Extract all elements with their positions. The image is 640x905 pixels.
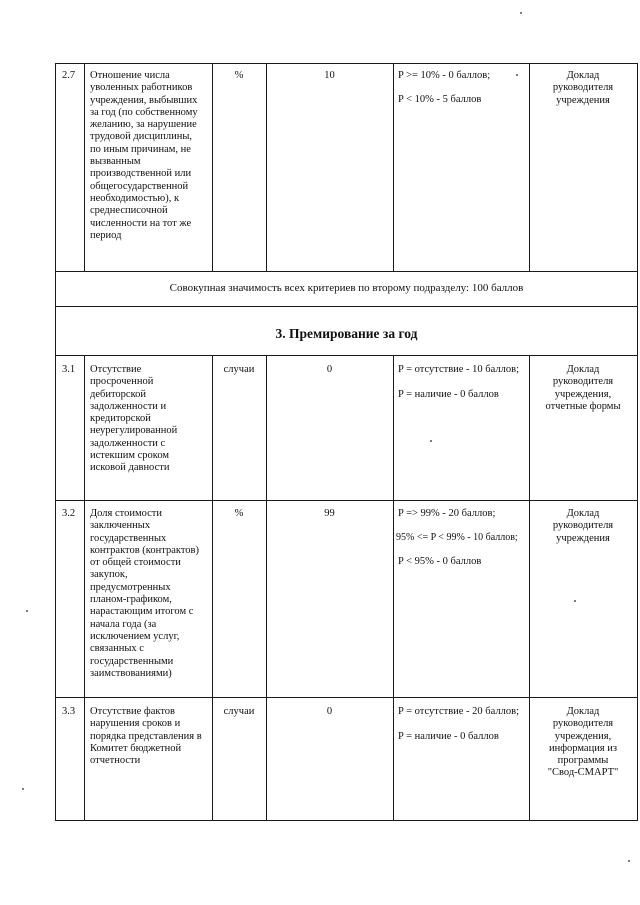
column-divider <box>84 355 85 820</box>
column-divider <box>212 63 213 271</box>
column-divider <box>266 63 267 271</box>
value-cell: 0 <box>326 364 333 375</box>
row-divider <box>55 355 638 356</box>
row-number: 3.3 <box>62 706 76 717</box>
column-divider <box>393 355 394 820</box>
source-cell: Доклад руководителя учреждения <box>552 70 614 106</box>
row-number: 3.2 <box>62 508 76 519</box>
scan-speck <box>430 440 432 442</box>
scoring-line: 95% <= P < 99% - 10 баллов; <box>396 532 518 543</box>
scoring-line: P = наличие - 0 баллов <box>398 389 499 400</box>
scoring-line: P = отсутствие - 20 баллов; <box>398 706 519 717</box>
column-divider <box>212 355 213 820</box>
row-divider <box>55 697 638 698</box>
column-divider <box>84 63 85 271</box>
unit-cell: случаи <box>223 364 255 375</box>
value-cell: 10 <box>324 70 335 81</box>
scoring-line: P >= 10% - 0 баллов; <box>398 70 491 81</box>
unit-cell: % <box>234 508 244 519</box>
criterion-text: Доля стоимости заключенных государственных контрактов (контрактов) от общей стоимости закупок, предусмотренных планом-графиком, нарастающим итогом с начала года (за исключением услуг, связанных с государственными заимствованиями) <box>90 508 199 679</box>
row-number: 2.7 <box>62 70 76 81</box>
source-cell: Доклад руководителя учреждения, отчетные формы <box>545 364 621 412</box>
scan-speck <box>574 600 576 602</box>
subsection-total: Совокупная значимость всех критериев по второму подразделу: 100 баллов <box>169 282 524 294</box>
value-cell: 99 <box>324 508 335 519</box>
scan-speck <box>516 74 518 76</box>
section-heading: 3. Премирование за год <box>275 326 418 341</box>
criterion-text: Отсутствие фактов нарушения сроков и порядка представления в Комитет бюджетной отчетности <box>90 706 202 767</box>
table-top-border <box>55 63 638 64</box>
row-divider <box>55 306 638 307</box>
row-number: 3.1 <box>62 364 76 375</box>
scoring-line: P < 10% - 5 баллов <box>398 94 482 105</box>
column-divider <box>393 63 394 271</box>
scan-speck <box>22 788 24 790</box>
unit-cell: % <box>234 70 244 81</box>
table-bottom-border <box>55 820 638 821</box>
unit-cell: случаи <box>223 706 255 717</box>
scan-speck <box>520 12 522 14</box>
column-divider <box>266 355 267 820</box>
table-right-border <box>637 63 638 820</box>
scoring-line: P < 95% - 0 баллов <box>398 556 482 567</box>
scan-speck <box>26 610 28 612</box>
scoring-line: P = отсутствие - 10 баллов; <box>398 364 519 375</box>
row-divider <box>55 500 638 501</box>
scan-speck <box>628 860 630 862</box>
value-cell: 0 <box>326 706 333 717</box>
scoring-line: P = наличие - 0 баллов <box>398 731 499 742</box>
source-cell: Доклад руководителя учреждения <box>552 508 614 544</box>
table-left-border <box>55 63 56 820</box>
scoring-line: P => 99% - 20 баллов; <box>398 508 496 519</box>
row-divider <box>55 271 638 272</box>
criterion-text: Отношение числа уволенных работников учреждения, выбывших за год (по собственному желанию, за нарушение трудовой дисциплины, по иным причинам, не вызванным производственной или общегосударственной необходимостью), к среднесписочной численности на тот же период <box>90 70 198 241</box>
criterion-text: Отсутствие просроченной дебиторской задолженности и кредиторской неурегулированной задолженности с истекшим сроком исковой давности <box>90 364 178 474</box>
source-cell: Доклад руководителя учреждения, информация из программы "Свод-СМАРТ" <box>547 706 619 779</box>
